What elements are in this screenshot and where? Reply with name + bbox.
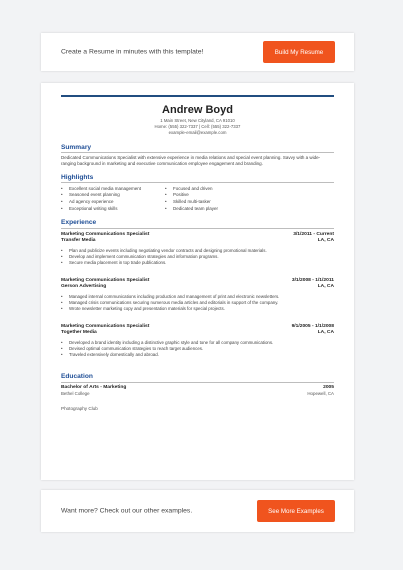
- highlight-item: • Seasoned event planning: [61, 192, 165, 199]
- job-dates: 3/1/2011 - Current: [293, 232, 334, 238]
- highlight-item: • Positive: [165, 192, 269, 199]
- job-bullet: • Wrote newsletter marketing copy and presentation materials for special projects.: [61, 306, 334, 312]
- build-resume-button[interactable]: Build My Resume: [263, 41, 335, 63]
- job-company: Gerson Advertising: [61, 284, 107, 290]
- edu-degree: Bachelor of Arts - Marketing: [61, 385, 127, 391]
- job-dates: 3/1/2008 - 1/1/2011: [291, 278, 334, 284]
- highlight-item: • Exceptional writing skills: [61, 206, 165, 213]
- job-title: Marketing Communications Specialist: [61, 232, 150, 238]
- phones: Home: (555) 322-7337 | Cell: (555) 322-7337: [154, 124, 241, 130]
- education-entry: [61, 385, 334, 397]
- job-entry: [61, 232, 334, 266]
- highlight-item: • Excellent social media management: [61, 186, 165, 193]
- summary-heading: Summary: [61, 143, 92, 151]
- job-location: LA, CA: [317, 284, 334, 290]
- summary-rule: [61, 152, 334, 153]
- edu-location: Hopewell, CA: [307, 391, 334, 397]
- highlights-rule: [61, 182, 334, 183]
- job-dates: 9/1/2005 - 1/1/2008: [291, 324, 334, 330]
- highlights-heading: Highlights: [61, 173, 94, 181]
- job-bullet: • Developed a brand identity including a distinctive graphic style and tone for all company communications.: [61, 340, 334, 346]
- job-entry: [61, 278, 334, 312]
- contact-info: [61, 118, 334, 137]
- education-heading: Education: [61, 373, 93, 381]
- job-bullet: • Develop and implement communication strategies and information programs.: [61, 254, 334, 260]
- bottom-cta-text: Want more? Check out our other examples.: [61, 507, 193, 515]
- job-bullet: • Devised optimal communication strategies to reach target audiences.: [61, 346, 334, 352]
- job-title: Marketing Communications Specialist: [61, 278, 150, 284]
- job-location: LA, CA: [317, 330, 334, 336]
- job-location: LA, CA: [317, 238, 334, 244]
- job-title: Marketing Communications Specialist: [61, 324, 150, 330]
- education-rule: [61, 382, 334, 383]
- job-company: Transfer Media: [61, 238, 96, 244]
- top-cta-text: Create a Resume in minutes with this template!: [61, 48, 204, 56]
- edu-year: 2005: [323, 385, 334, 391]
- address: 1 Main Street, New Cityland, CA 91010: [160, 118, 235, 123]
- job-bullet: • Secure media placement in top trade publications.: [61, 260, 334, 266]
- job-bullet: • Managed internal communications including production and management of print and electronic newsletters.: [61, 294, 334, 300]
- club-text: Photography Club: [61, 406, 98, 412]
- email: example-email@example.com: [168, 130, 227, 136]
- highlight-item: • Ad agency experience: [61, 199, 165, 206]
- summary-text: Dedicated Communications Specialist with extensive experience in media relations and special event planning. Savvy with a wide-ranging background in marketing and executive communication employee engagement and branding.: [61, 154, 321, 166]
- experience-heading: Experience: [61, 219, 97, 227]
- highlight-item: • Focused and driven: [165, 186, 269, 193]
- highlights-list: [61, 186, 334, 212]
- resume-name: Andrew Boyd: [162, 104, 233, 116]
- job-bullet: • Traveled extensively domestically and abroad.: [61, 352, 334, 358]
- resume-document: [41, 83, 354, 480]
- job-bullet: • Plan and publicize events including negotiating vendor contracts and designing promotional materials.: [61, 248, 334, 254]
- job-entry: [61, 324, 334, 358]
- top-cta-card: [41, 33, 354, 71]
- job-bullet: • Managed crisis communications securing numerous media articles and editorials in support of the company.: [61, 300, 334, 306]
- header-rule: [61, 95, 334, 97]
- see-more-examples-button[interactable]: See More Examples: [257, 500, 335, 522]
- highlight-item: • Dedicated team player: [165, 206, 269, 213]
- bottom-cta-card: [41, 490, 354, 532]
- edu-school: Bethel College: [61, 391, 90, 397]
- highlight-item: • Skilled multi-tasker: [165, 199, 269, 206]
- job-company: Together Media: [61, 330, 97, 336]
- experience-rule: [61, 228, 334, 229]
